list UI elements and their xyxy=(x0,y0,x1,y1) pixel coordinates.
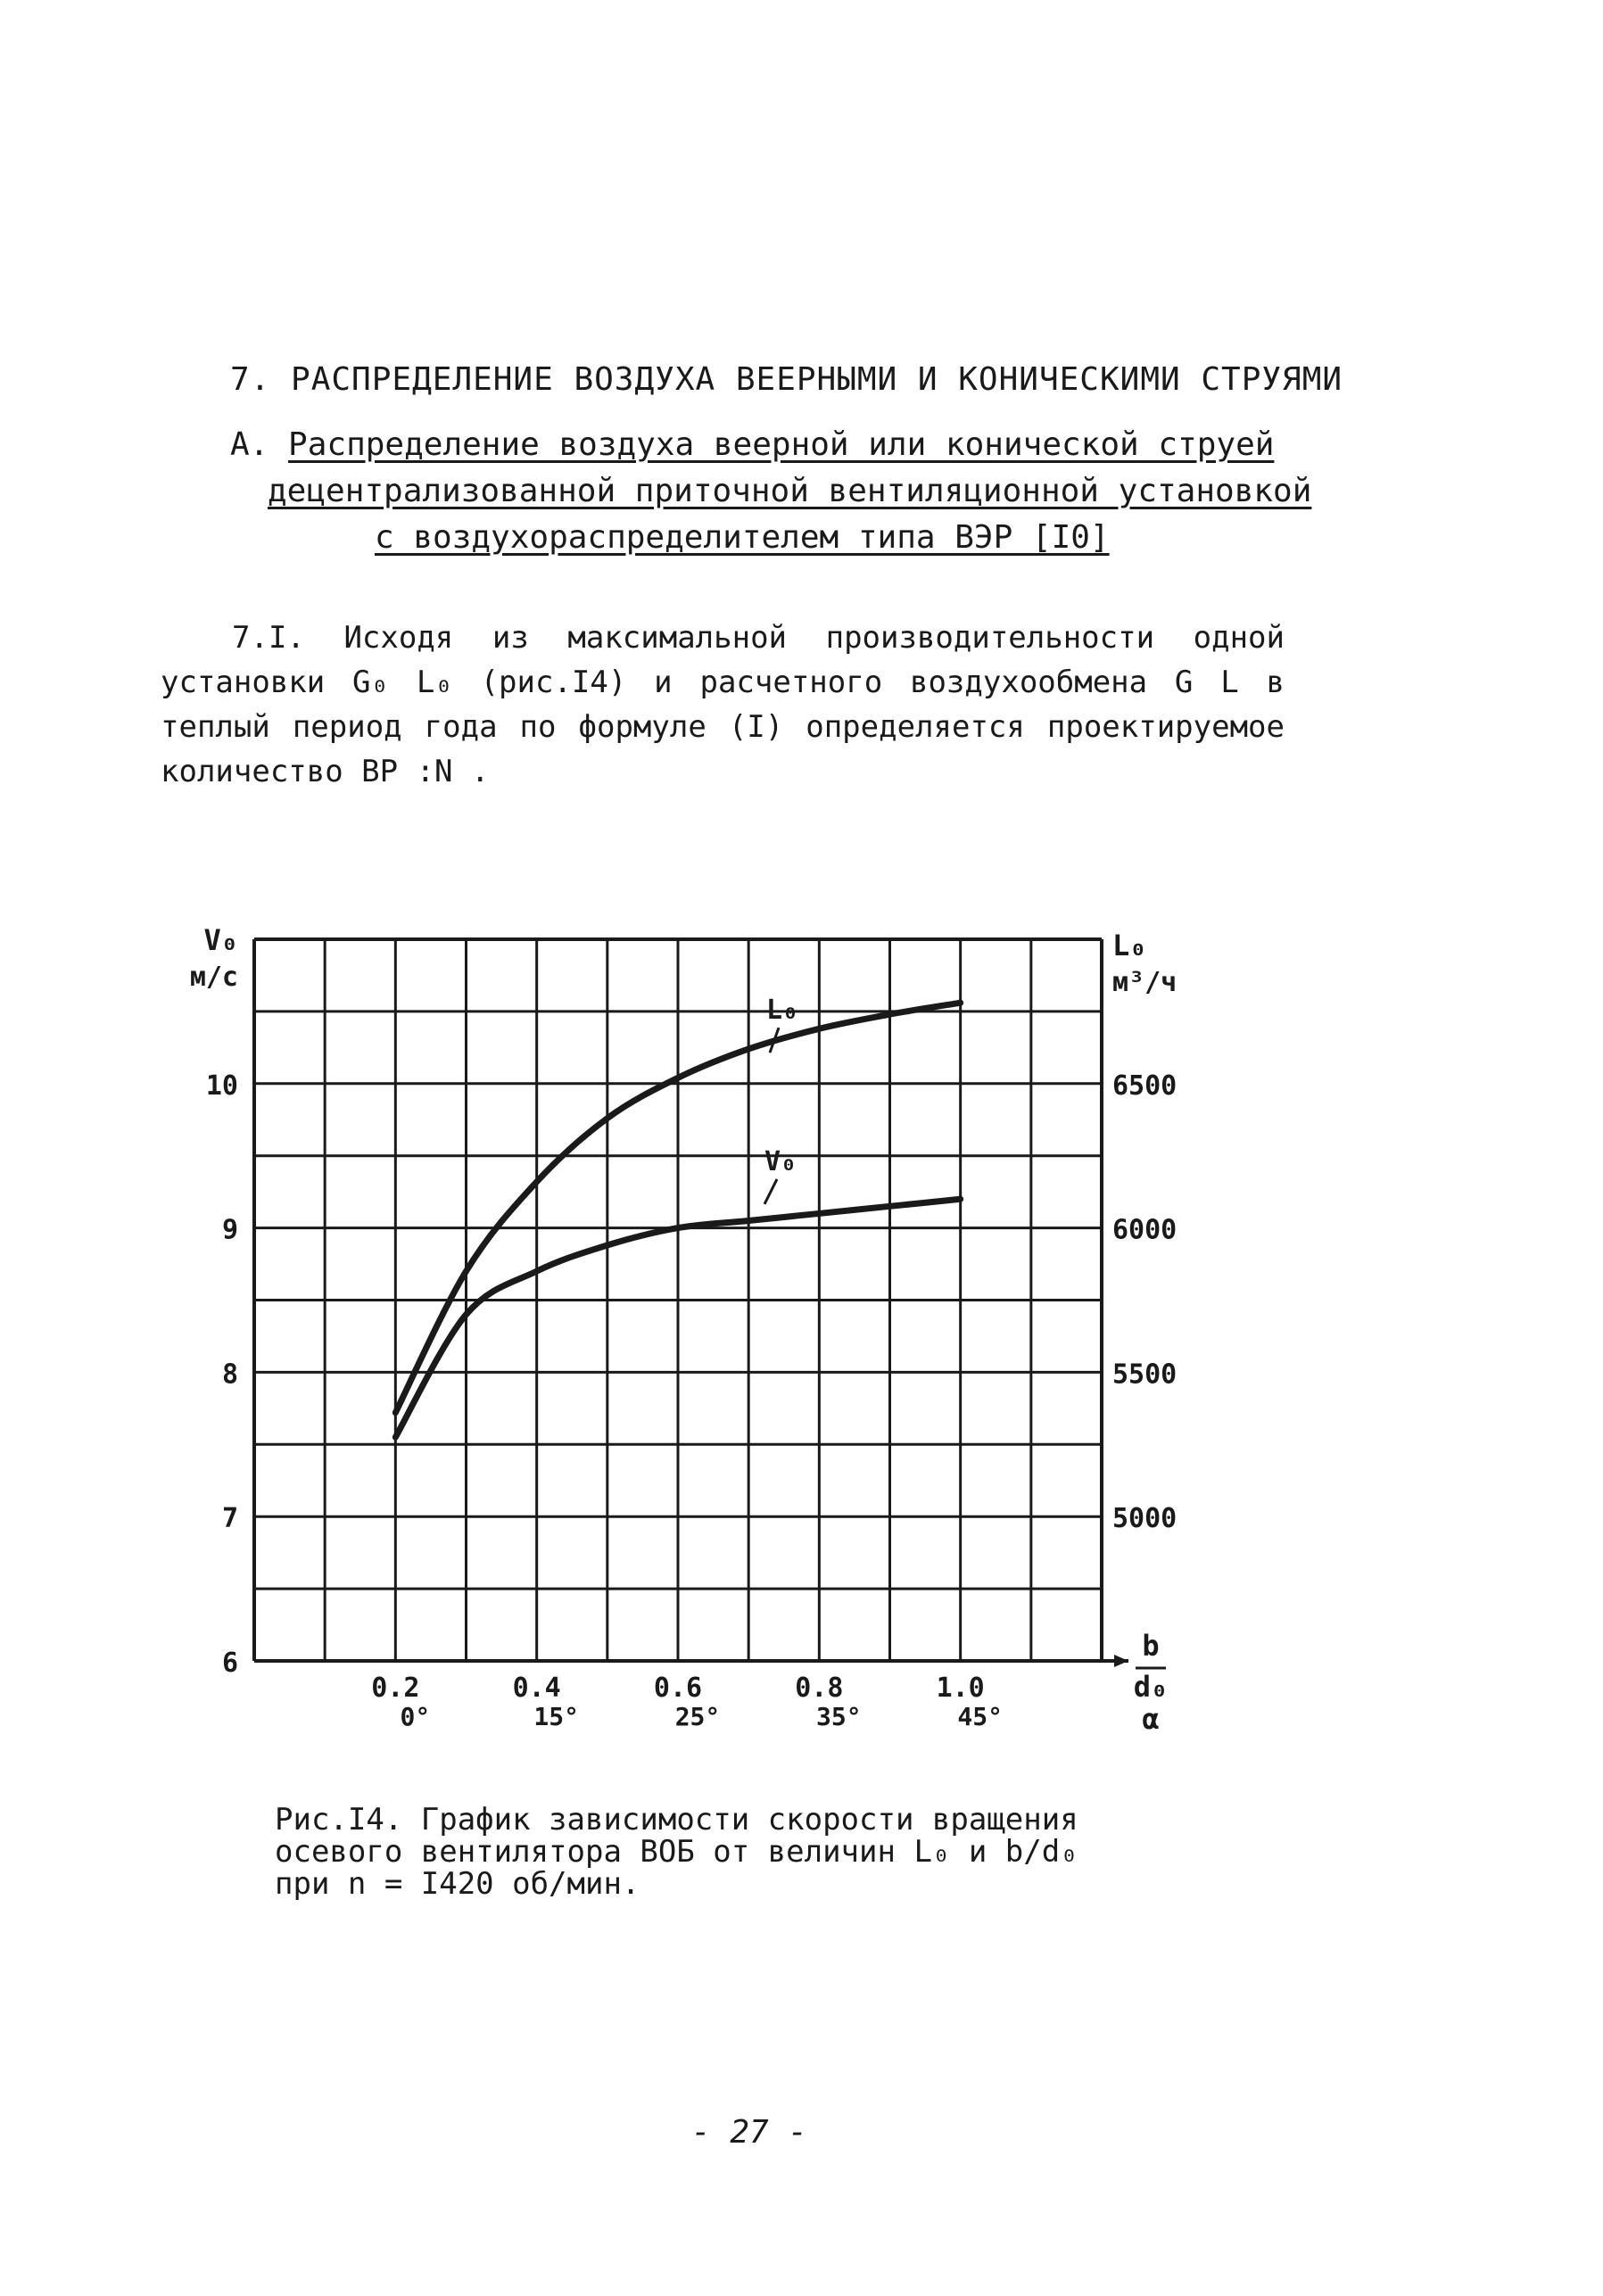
right-tick-label: 5500 xyxy=(1112,1359,1177,1391)
subsection-title-line2: децентрализованной приточной вентиляционной установкой xyxy=(268,473,1312,509)
x-tick-angle-label: 0° xyxy=(400,1702,431,1731)
page-number: - 27 - xyxy=(690,2114,808,2151)
x-tick-angle-label: 45° xyxy=(957,1702,1003,1731)
right-tick-label: 6000 xyxy=(1112,1214,1177,1246)
chart-grid xyxy=(254,939,1102,1661)
subsection-letter: А. xyxy=(230,426,269,463)
curve-label-V0-leader xyxy=(764,1179,777,1204)
figure-caption xyxy=(275,1804,1256,1900)
caption-line-1: Рис.I4. График зависимости скорости вращения xyxy=(275,1802,1078,1838)
left-tick-label: 10 xyxy=(205,1070,238,1102)
x-tick-label: 0.6 xyxy=(653,1672,703,1704)
chart-axes xyxy=(1102,1655,1128,1667)
right-tick-label: 5000 xyxy=(1112,1503,1177,1535)
x-axis-label-top: b xyxy=(1142,1629,1160,1663)
x-axis-label-mid: d₀ xyxy=(1133,1670,1169,1704)
curve-label-L0: L₀ xyxy=(765,995,799,1027)
paragraph-text: 7.I. Исходя из максимальной производительности одной установки G₀ L₀ (рис.I4) и расчетного воздухообмена G L в теплый период года по формуле (I) определяется проектируемое количество ВР :N . xyxy=(161,620,1285,789)
right-tick-label: 6500 xyxy=(1112,1070,1177,1102)
right-axis-unit: м³/ч xyxy=(1112,967,1177,998)
x-axis-label-bottom: α xyxy=(1142,1702,1160,1736)
curve-label-V0: V₀ xyxy=(764,1145,797,1177)
subsection-title-line1: Распределение воздуха веерной или конической струей xyxy=(288,426,1275,463)
left-tick-label: 7 xyxy=(221,1503,238,1535)
left-tick-label: 6 xyxy=(221,1648,238,1679)
x-tick-angle-label: 35° xyxy=(816,1702,862,1731)
left-axis-unit: м/с xyxy=(189,962,238,993)
section-heading: 7. РАСПРЕДЕЛЕНИЕ ВОЗДУХА ВЕЕРНЫМИ И КОНИЧЕСКИМИ СТРУЯМИ xyxy=(230,361,1343,398)
left-tick-label: 9 xyxy=(221,1214,238,1246)
x-tick-label: 0.4 xyxy=(512,1672,561,1704)
subsection-title-line3: с воздухораспределителем типа ВЭР [I0] xyxy=(375,519,1110,556)
x-tick-angle-label: 15° xyxy=(533,1702,579,1731)
left-axis-label: V₀ xyxy=(203,923,238,957)
chart-labels xyxy=(190,923,1177,1736)
right-axis-label: L₀ xyxy=(1112,929,1147,962)
caption-line-2: осевого вентилятора ВОБ от величин L₀ и b/d₀ xyxy=(275,1834,1078,1870)
x-tick-label: 0.8 xyxy=(795,1672,844,1704)
x-tick-label: 0.2 xyxy=(371,1672,420,1704)
x-tick-label: 1.0 xyxy=(936,1672,985,1704)
x-axis-arrow-icon xyxy=(1114,1655,1128,1667)
x-tick-angle-label: 25° xyxy=(674,1702,721,1731)
caption-line-3: при n = I420 об/мин. xyxy=(275,1866,640,1902)
left-tick-label: 8 xyxy=(221,1359,238,1391)
